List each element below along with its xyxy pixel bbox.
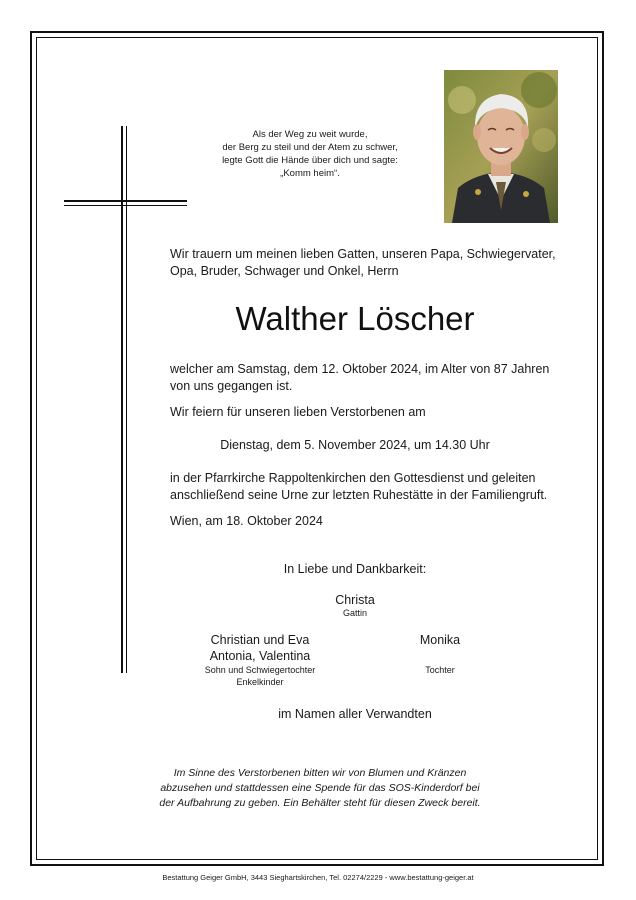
death-line-2: von uns gegangen ist. [170,379,293,393]
daughter-role: Tochter [425,665,455,675]
service-intro: Wir feiern für unseren lieben Verstorbenen am [170,405,426,419]
portrait-photo [444,70,558,223]
donation-line-3: der Aufbahrung zu geben. Ein Behälter steht für diesen Zweck bereit. [159,797,481,809]
donation-line-1: Im Sinne des Verstorbenen bitten wir von Blumen und Kränzen [173,767,467,779]
deceased-name: Walther Löscher [235,300,475,337]
service-date: Dienstag, dem 5. November 2024, um 14.30 Uhr [220,438,490,452]
son-name: Christian und Eva [210,633,310,647]
place-and-date: Wien, am 18. Oktober 2024 [170,514,323,528]
funeral-home-footer: Bestattung Geiger GmbH, 3443 Sieghartskirchen, Tel. 02274/2229 - www.bestattung-geiger.at [162,873,474,882]
son-role: Sohn und Schwiegertochter [204,665,316,675]
daughter-name: Monika [419,633,461,647]
grandchildren-name: Antonia, Valentina [209,649,311,663]
spouse-name: Christa [335,593,375,607]
service-place-line-2: anschließend seine Urne zur letzten Ruhestätte in der Familiengruft. [170,488,548,502]
memorial-poem [200,128,420,180]
poem-line: legte Gott die Hände über dich und sagte: [222,155,398,166]
grandchildren-role: Enkelkinder [236,677,284,687]
intro-line-1: Wir trauern um meinen lieben Gatten, unseren Papa, Schwiegervater, [170,247,556,261]
spouse-role: Gattin [342,608,367,618]
death-line-1: welcher am Samstag, dem 12. Oktober 2024, im Alter von 87 Jahren [170,362,550,376]
donation-line-2: abzusehen und stattdessen eine Spende für das SOS-Kinderdorf bei [160,782,480,794]
service-place-line-1: in der Pfarrkirche Rappoltenkirchen den Gottesdienst und geleiten [170,471,536,485]
poem-line: Als der Weg zu weit wurde, [252,129,368,140]
intro-line-2: Opa, Bruder, Schwager und Onkel, Herrn [170,264,399,278]
poem-line: der Berg zu steil und der Atem zu schwer, [222,142,398,153]
closing-phrase: In Liebe und Dankbarkeit: [283,562,427,576]
poem-line: „Komm heim“. [280,168,340,179]
relatives-line: im Namen aller Verwandten [278,707,432,721]
